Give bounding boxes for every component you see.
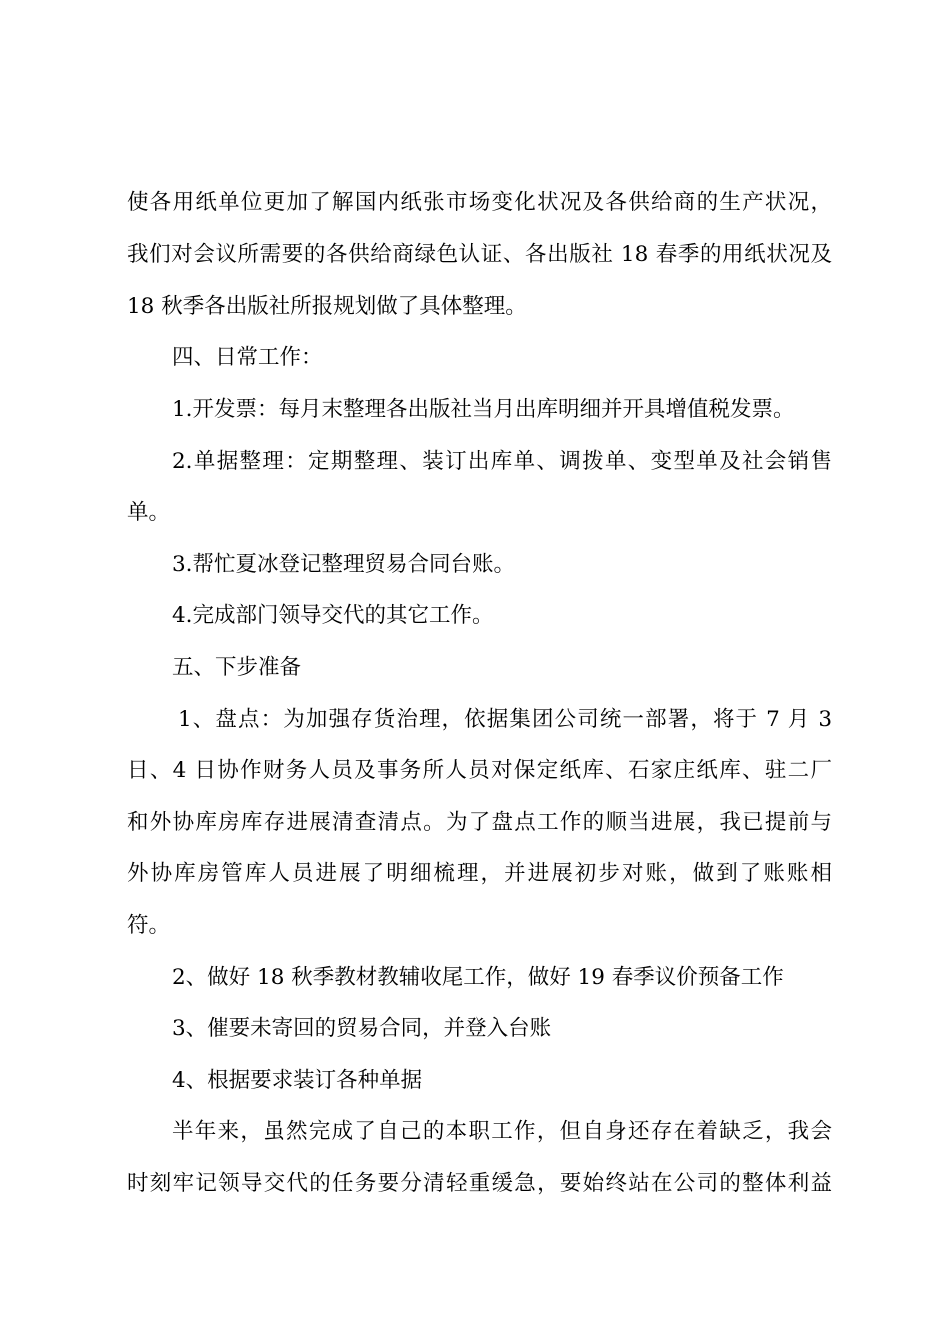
section-heading-daily-work: 四、日常工作： xyxy=(172,345,323,370)
list-item: 3、催要未寄回的贸易合同，并登入台账 xyxy=(172,1016,552,1041)
paragraph-line: 时刻牢记领导交代的任务要分清轻重缓急，要始终站在公司的整体利益 xyxy=(127,1171,832,1196)
list-item: 1.开发票：每月末整理各出版社当月出库明细并开具增值税发票。 xyxy=(172,397,795,422)
section-heading-next-steps: 五、下步准备 xyxy=(172,655,302,680)
list-item: 1、盘点：为加强存货治理，依据集团公司统一部署，将于 7 月 3 xyxy=(178,707,832,732)
paragraph-line: 18 秋季各出版社所报规划做了具体整理。 xyxy=(127,294,527,319)
paragraph-line: 我们对会议所需要的各供给商绿色认证、各出版社 18 春季的用纸状况及 xyxy=(127,242,832,267)
paragraph-line: 半年来，虽然完成了自己的本职工作，但自身还存在着缺乏，我会 xyxy=(172,1119,832,1144)
list-item-continuation: 和外协库房库存进展清查清点。为了盘点工作的顺当进展，我已提前与 xyxy=(127,810,832,835)
list-item-continuation: 符。 xyxy=(127,913,171,938)
list-item-continuation: 单。 xyxy=(127,500,171,525)
list-item: 3.帮忙夏冰登记整理贸易合同台账。 xyxy=(172,552,516,577)
paragraph-line: 使各用纸单位更加了解国内纸张市场变化状况及各供给商的生产状况， xyxy=(127,190,832,215)
list-item: 2、做好 18 秋季教材教辅收尾工作，做好 19 春季议价预备工作 xyxy=(172,965,784,990)
list-item: 4、根据要求装订各种单据 xyxy=(172,1068,423,1093)
list-item-continuation: 外协库房管库人员进展了明细梳理，并进展初步对账，做到了账账相 xyxy=(127,861,832,886)
list-item: 4.完成部门领导交代的其它工作。 xyxy=(172,603,494,628)
list-item-continuation: 日、4 日协作财务人员及事务所人员对保定纸库、石家庄纸库、驻二厂 xyxy=(127,758,832,783)
list-item: 2.单据整理：定期整理、装订出库单、调拨单、变型单及社会销售 xyxy=(172,449,832,474)
